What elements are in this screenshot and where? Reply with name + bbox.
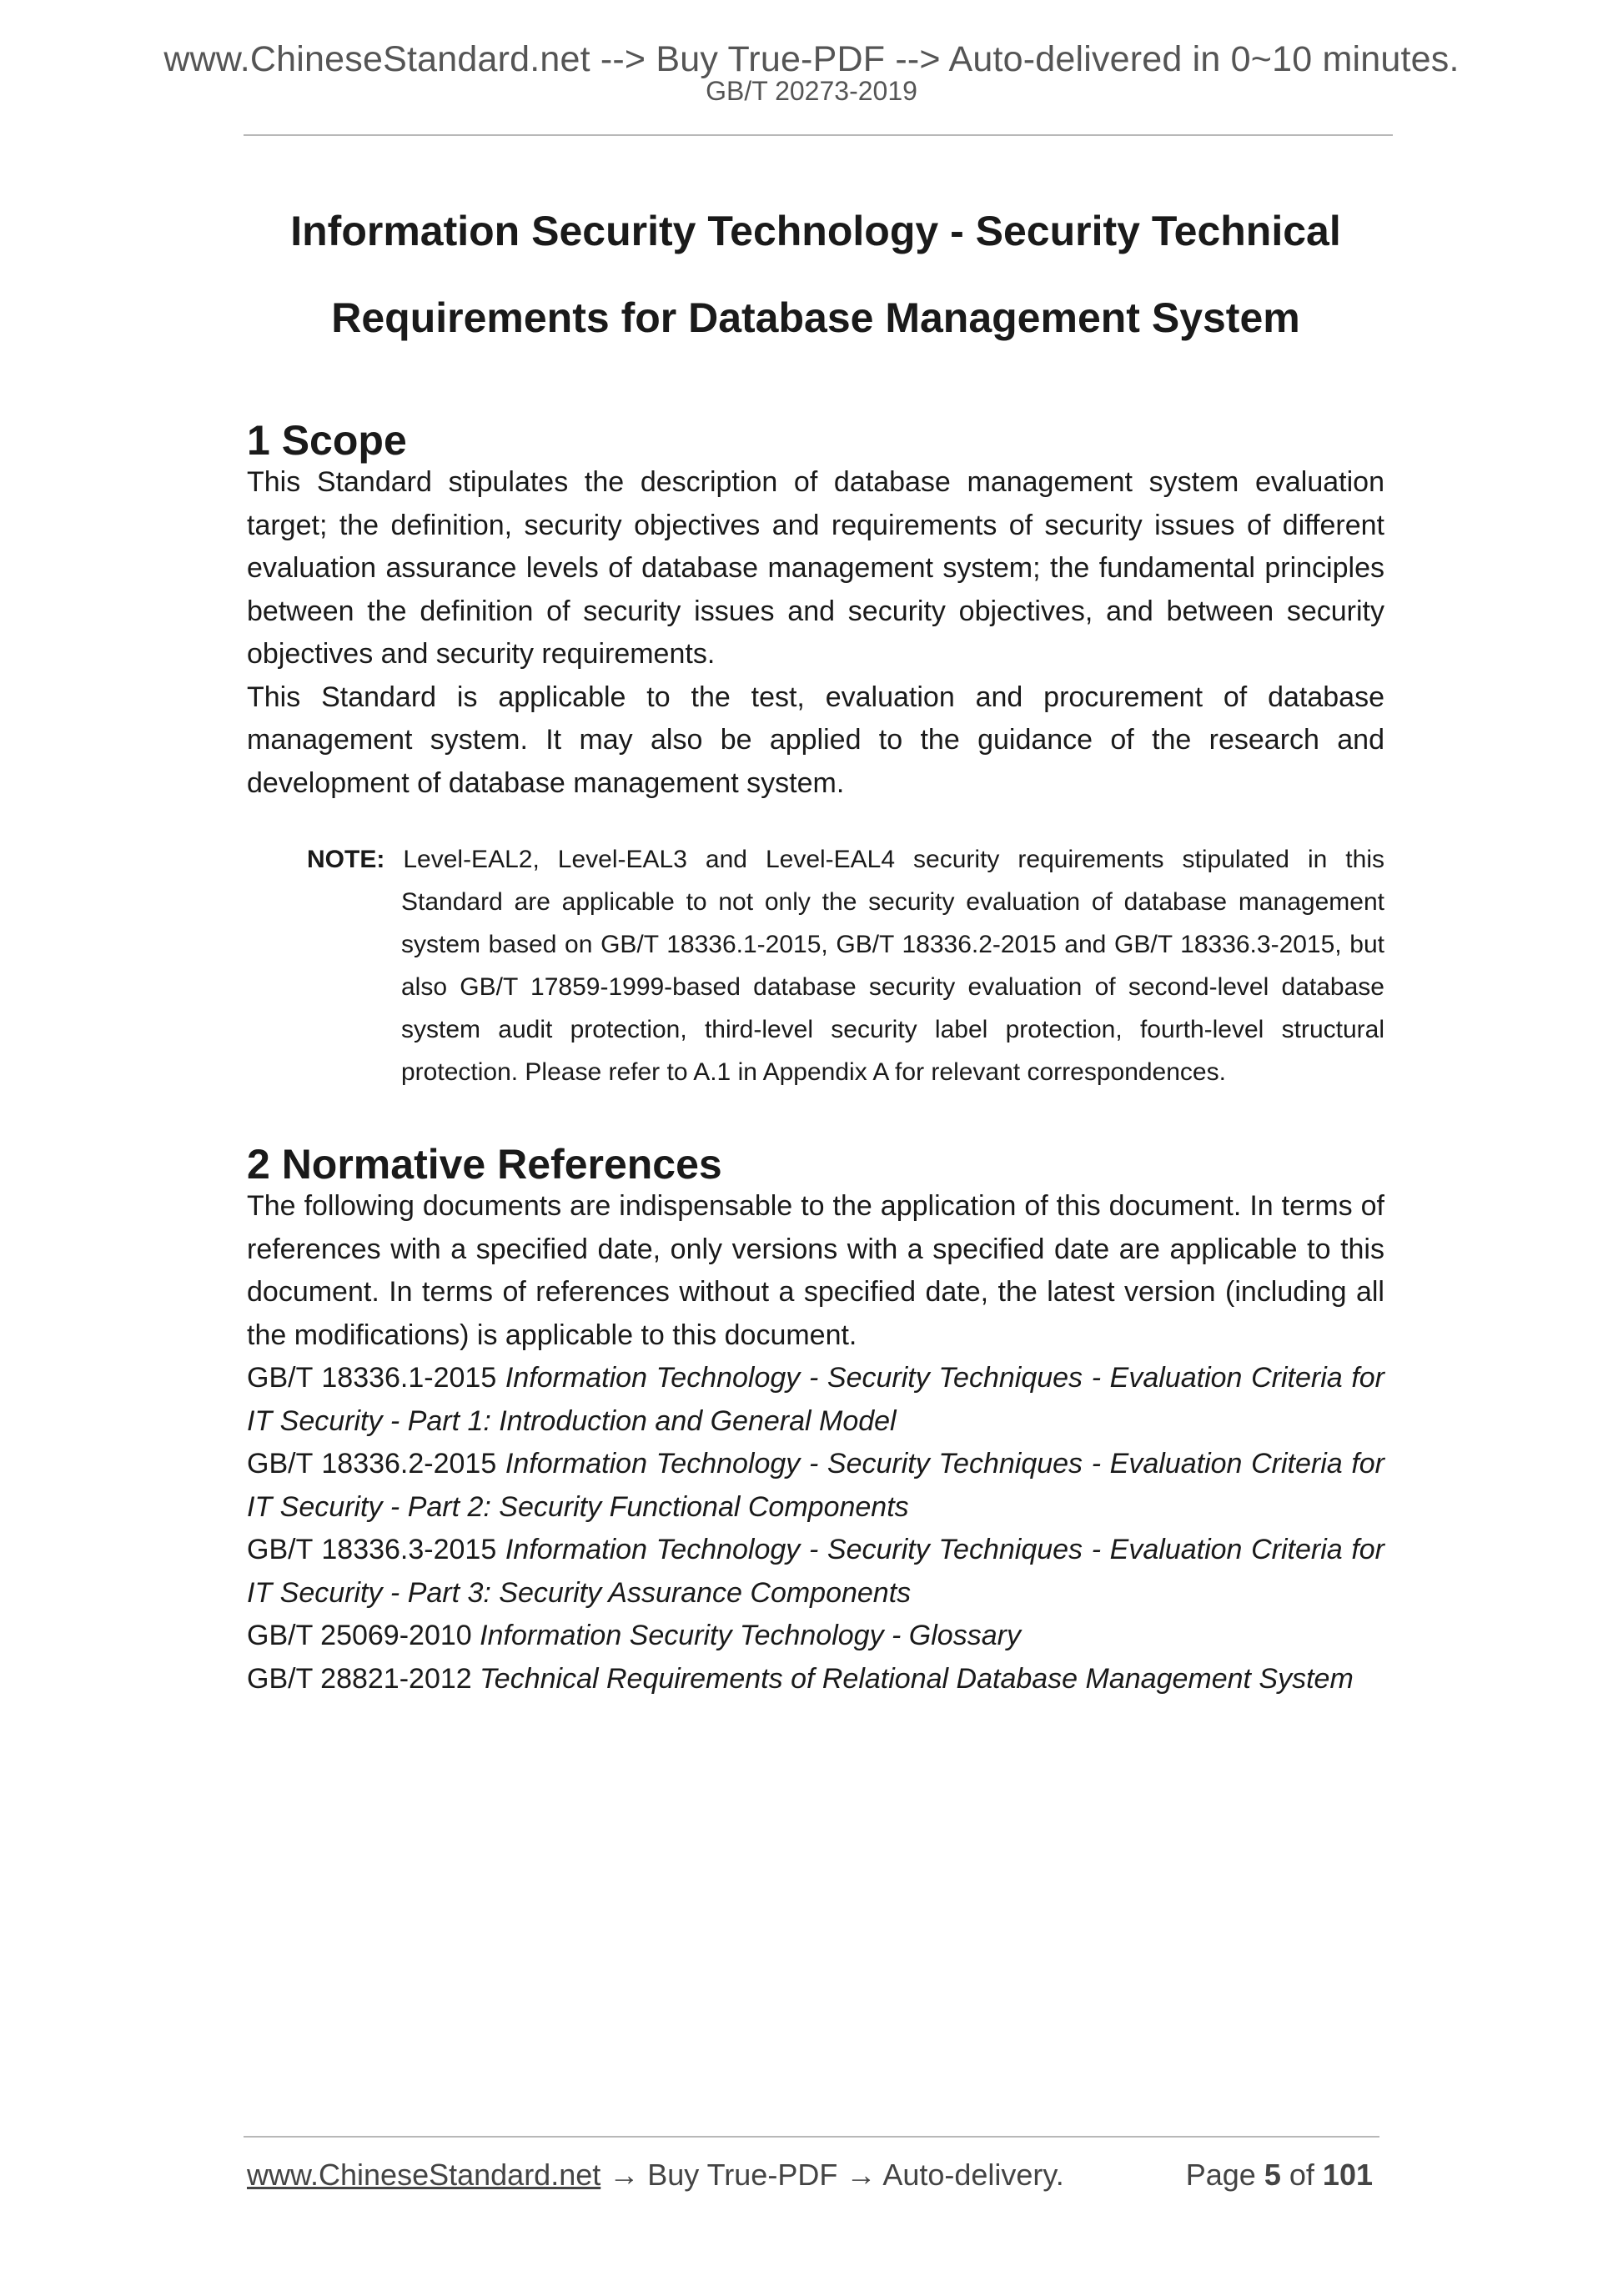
- scope-paragraph-2: This Standard is applicable to the test, evaluation and procurement of database management system. It may also be applied to the guidance of the research and development of database management system.: [247, 681, 1384, 799]
- reference-item: [247, 1357, 1384, 1443]
- total-pages: 101: [1322, 2158, 1373, 2192]
- reference-title: Information Security Technology - Glossary: [480, 1620, 1021, 1651]
- page-content: [247, 188, 1384, 1701]
- header-divider: [244, 134, 1393, 136]
- reference-code: GB/T 28821-2012: [247, 1662, 472, 1695]
- scope-paragraph-1: This Standard stipulates the description of database management system evaluation target; the definition, security objectives and requirements of security issues of different evaluation assurance levels of database management system; the fundamental principles between the definition of security issues and security objectives, and between security objectives and security requirements.: [247, 466, 1384, 670]
- note-label: NOTE:: [307, 846, 385, 873]
- reference-item: [247, 1615, 1384, 1658]
- header-banner: www.ChineseStandard.net --> Buy True-PDF --> Auto-delivered in 0~10 minutes.: [163, 39, 1460, 79]
- footer-site-link[interactable]: www.ChineseStandard.net: [247, 2158, 601, 2192]
- reference-code: GB/T 18336.1-2015: [247, 1362, 497, 1394]
- footer-promo-text: → Buy True-PDF → Auto-delivery.: [600, 2158, 1064, 2192]
- reference-title: Technical Requirements of Relational Database Management System: [480, 1662, 1354, 1695]
- normative-intro-paragraph: The following documents are indispensable to the application of this document. In terms of references with a specified date, only versions with a specified date are applicable to this document. In terms of references without a specified date, the latest version (including all the modifications) is applicable to this document.: [247, 1190, 1384, 1351]
- reference-code: GB/T 25069-2010: [247, 1620, 472, 1651]
- page-number: 5: [1264, 2158, 1281, 2192]
- document-code: GB/T 20273-2019: [706, 76, 917, 106]
- page-of-label: of: [1289, 2158, 1314, 2192]
- section-heading-scope: 1 Scope: [247, 417, 407, 464]
- title-line-1: Information Security Technology - Security Technical: [290, 208, 1341, 254]
- document-title: [247, 188, 1384, 361]
- scope-note: [247, 838, 1384, 1093]
- note-text: Level-EAL2, Level-EAL3 and Level-EAL4 security requirements stipulated in this Standard are applicable to not only the security evaluation of database management system based on GB/T 18336.1-2015, GB/T 18336.2-2015 and GB/T 18336.3-2015, but also GB/T 17859-1999-based database security evaluation of second-level database system audit protection, third-level security label protection, fourth-level structural protection. Please refer to A.1 in Appendix A for relevant correspondences.: [401, 846, 1384, 1086]
- section-heading-normative-references: 2 Normative References: [247, 1141, 722, 1188]
- reference-title: Information Technology - Security Techniques - Evaluation Criteria for IT Security - Part 2: Security Functional Components: [247, 1448, 1384, 1523]
- footer-promo: [247, 2160, 1064, 2190]
- page-indicator: [1186, 2160, 1373, 2190]
- reference-code: GB/T 18336.3-2015: [247, 1534, 497, 1565]
- reference-item: [247, 1529, 1384, 1615]
- reference-title: Information Technology - Security Techniques - Evaluation Criteria for IT Security - Part 1: Introduction and General Model: [247, 1362, 1384, 1437]
- page-label: Page: [1185, 2158, 1256, 2192]
- reference-item: [247, 1443, 1384, 1529]
- reference-item: [247, 1658, 1384, 1701]
- footer-divider: [244, 2136, 1379, 2138]
- reference-code: GB/T 18336.2-2015: [247, 1448, 497, 1480]
- reference-title: Information Technology - Security Techniques - Evaluation Criteria for IT Security - Part 3: Security Assurance Components: [247, 1534, 1384, 1609]
- title-line-2: Requirements for Database Management System: [331, 294, 1300, 341]
